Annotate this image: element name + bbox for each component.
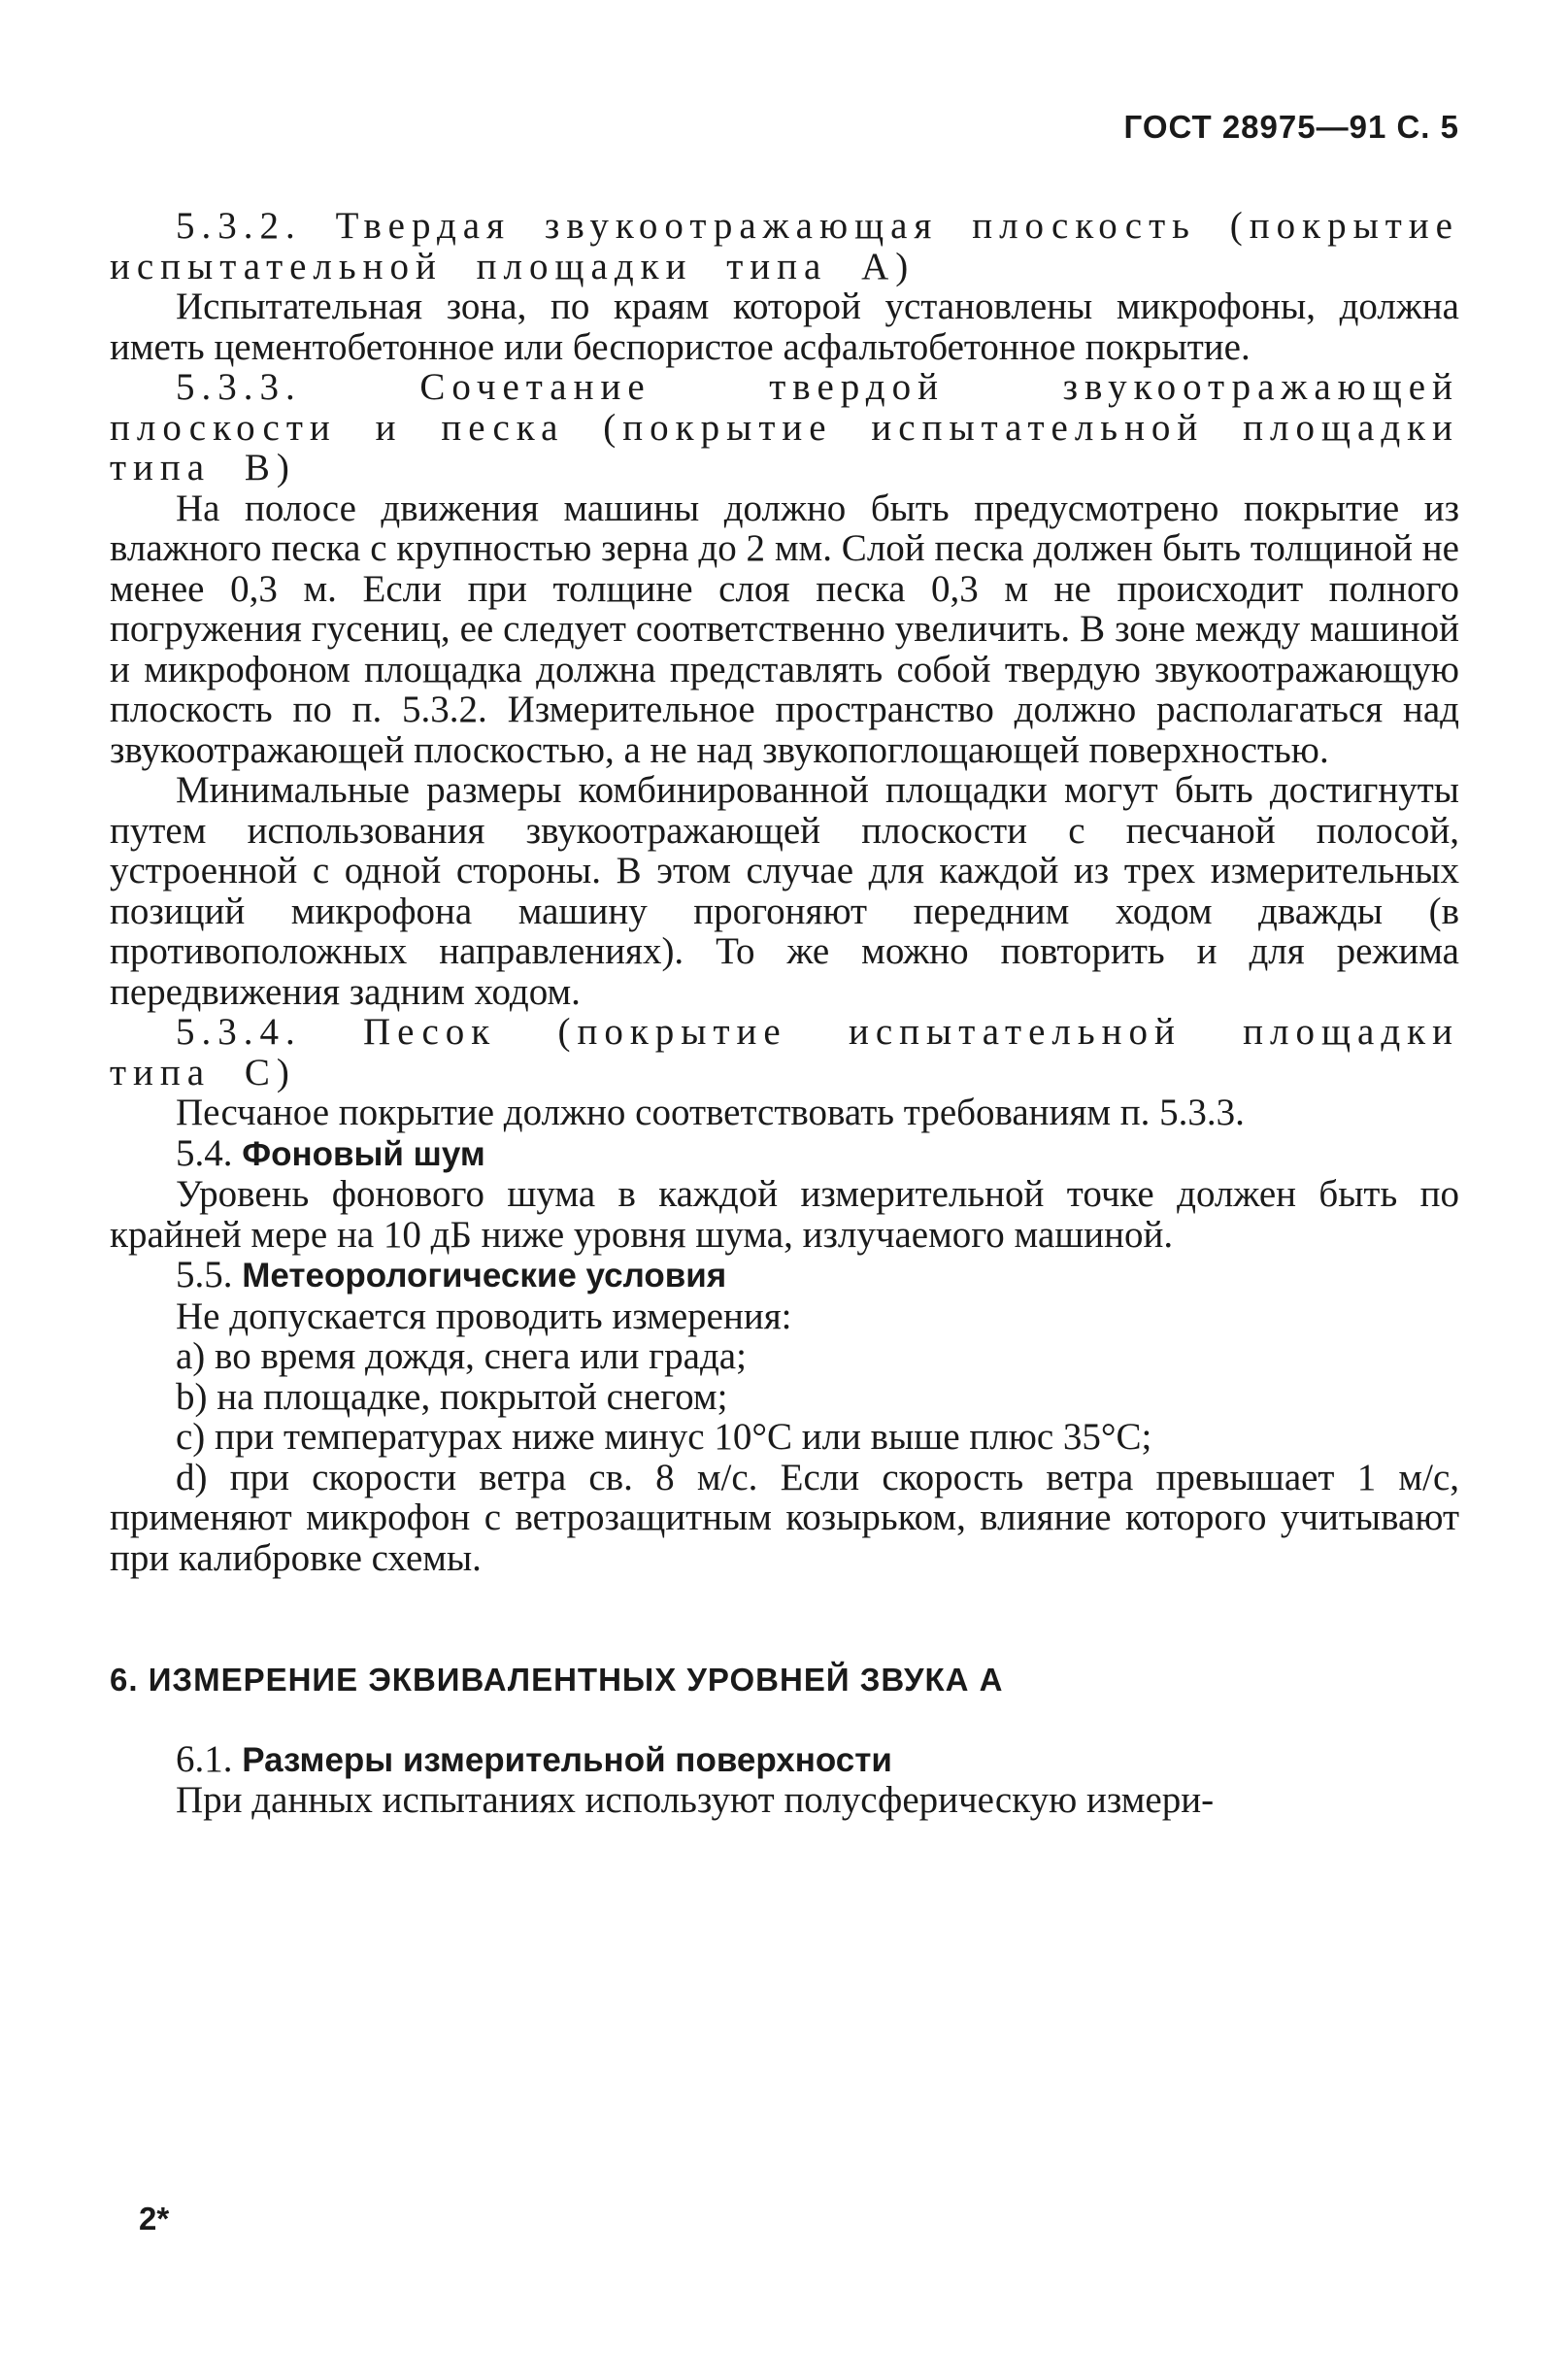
document-body <box>110 206 1459 1821</box>
signature-mark: 2* <box>139 2201 170 2236</box>
list-item-b: b) на площадке, покрытой снегом; <box>176 1375 728 1418</box>
clause-5-4-title: Фоновый шум <box>242 1134 485 1173</box>
list-item-a: а) во время дождя, снега или града; <box>176 1335 747 1377</box>
list-item-c: с) при температурах ниже минус 10°С или выше плюс 35°С; <box>176 1416 1152 1458</box>
clause-5-3-4-title: 5.3.4. Песок (покрытие испытательной площадки типа С) <box>110 1011 1459 1093</box>
clause-5-5-intro: Не допускается проводить измерения: <box>176 1295 792 1337</box>
clause-6-1-title: Размеры измерительной поверхности <box>242 1740 892 1779</box>
clause-6-1-body: При данных испытаниях используют полусферическую измери- <box>176 1779 1215 1821</box>
clause-5-3-2-body: Испытательная зона, по краям которой установлены микрофоны, должна иметь цементобетонное или беспористое асфальтобетонное покрытие. <box>110 286 1459 368</box>
clause-5-5-number: 5.5. <box>176 1254 233 1295</box>
clause-6-1-heading <box>110 1739 1459 1781</box>
clause-6-1-number: 6.1. <box>176 1737 233 1780</box>
clause-5-5-heading <box>110 1255 1459 1296</box>
clause-5-3-3-body-2: Минимальные размеры комбинированной площадки могут быть достигнуты путем использования звукоотражающей плоскости с песчаной полосой, устроенной с одной стороны. В этом случае для каждой из трех измерительных позиций микрофона машину прогоняют передним ходом дважды (в противоположных направлениях). То же можно повторить и для режима передвижения задним ходом. <box>110 769 1459 1013</box>
list-item-d: d) при скорости ветра св. 8 м/с. Если скорость ветра превышает 1 м/с, применяют микрофон с ветрозащитным козырьком, влияние которого учитывают при калибровке схемы. <box>110 1456 1459 1579</box>
clause-5-3-4-body: Песчаное покрытие должно соответствовать требованиям п. 5.3.3. <box>176 1092 1245 1133</box>
clause-5-5-title: Метеорологические условия <box>242 1257 727 1295</box>
section-6-title: 6. ИЗМЕРЕНИЕ ЭКВИВАЛЕНТНЫХ УРОВНЕЙ ЗВУКА А <box>110 1662 1004 1698</box>
clause-5-4-heading <box>110 1133 1459 1175</box>
clause-5-4-number: 5.4. <box>176 1131 233 1174</box>
clause-5-3-3-title: 5.3.3. Сочетание твердой звукоотражающей плоскости и песка (покрытие испытательной площадки типа В) <box>110 366 1459 488</box>
clause-5-4-body: Уровень фонового шума в каждой измерительной точке должен быть по крайней мере на 10 дБ ниже уровня шума, излучаемого машиной. <box>110 1173 1459 1256</box>
page-header: ГОСТ 28975—91 С. 5 <box>1123 109 1459 145</box>
clause-5-3-3-body-1: На полосе движения машины должно быть предусмотрено покрытие из влажного песка с крупностью зерна до 2 мм. Слой песка должен быть толщиной не менее 0,3 м. Если при толщине слоя песка 0,3 м не происходит полного погружения гусениц, ее следует соответственно увеличить. В зоне между машиной и микрофоном площадка должна представлять собой твердую звукоотражающую плоскость по п. 5.3.2. Измерительное пространство должно располагаться над звукоотражающей плоскостью, а не над звукопоглощающей поверхностью. <box>110 487 1459 771</box>
clause-5-3-2-title: 5.3.2. Твердая звукоотражающая плоскость (покрытие испытательной площадки типа А) <box>110 205 1459 287</box>
